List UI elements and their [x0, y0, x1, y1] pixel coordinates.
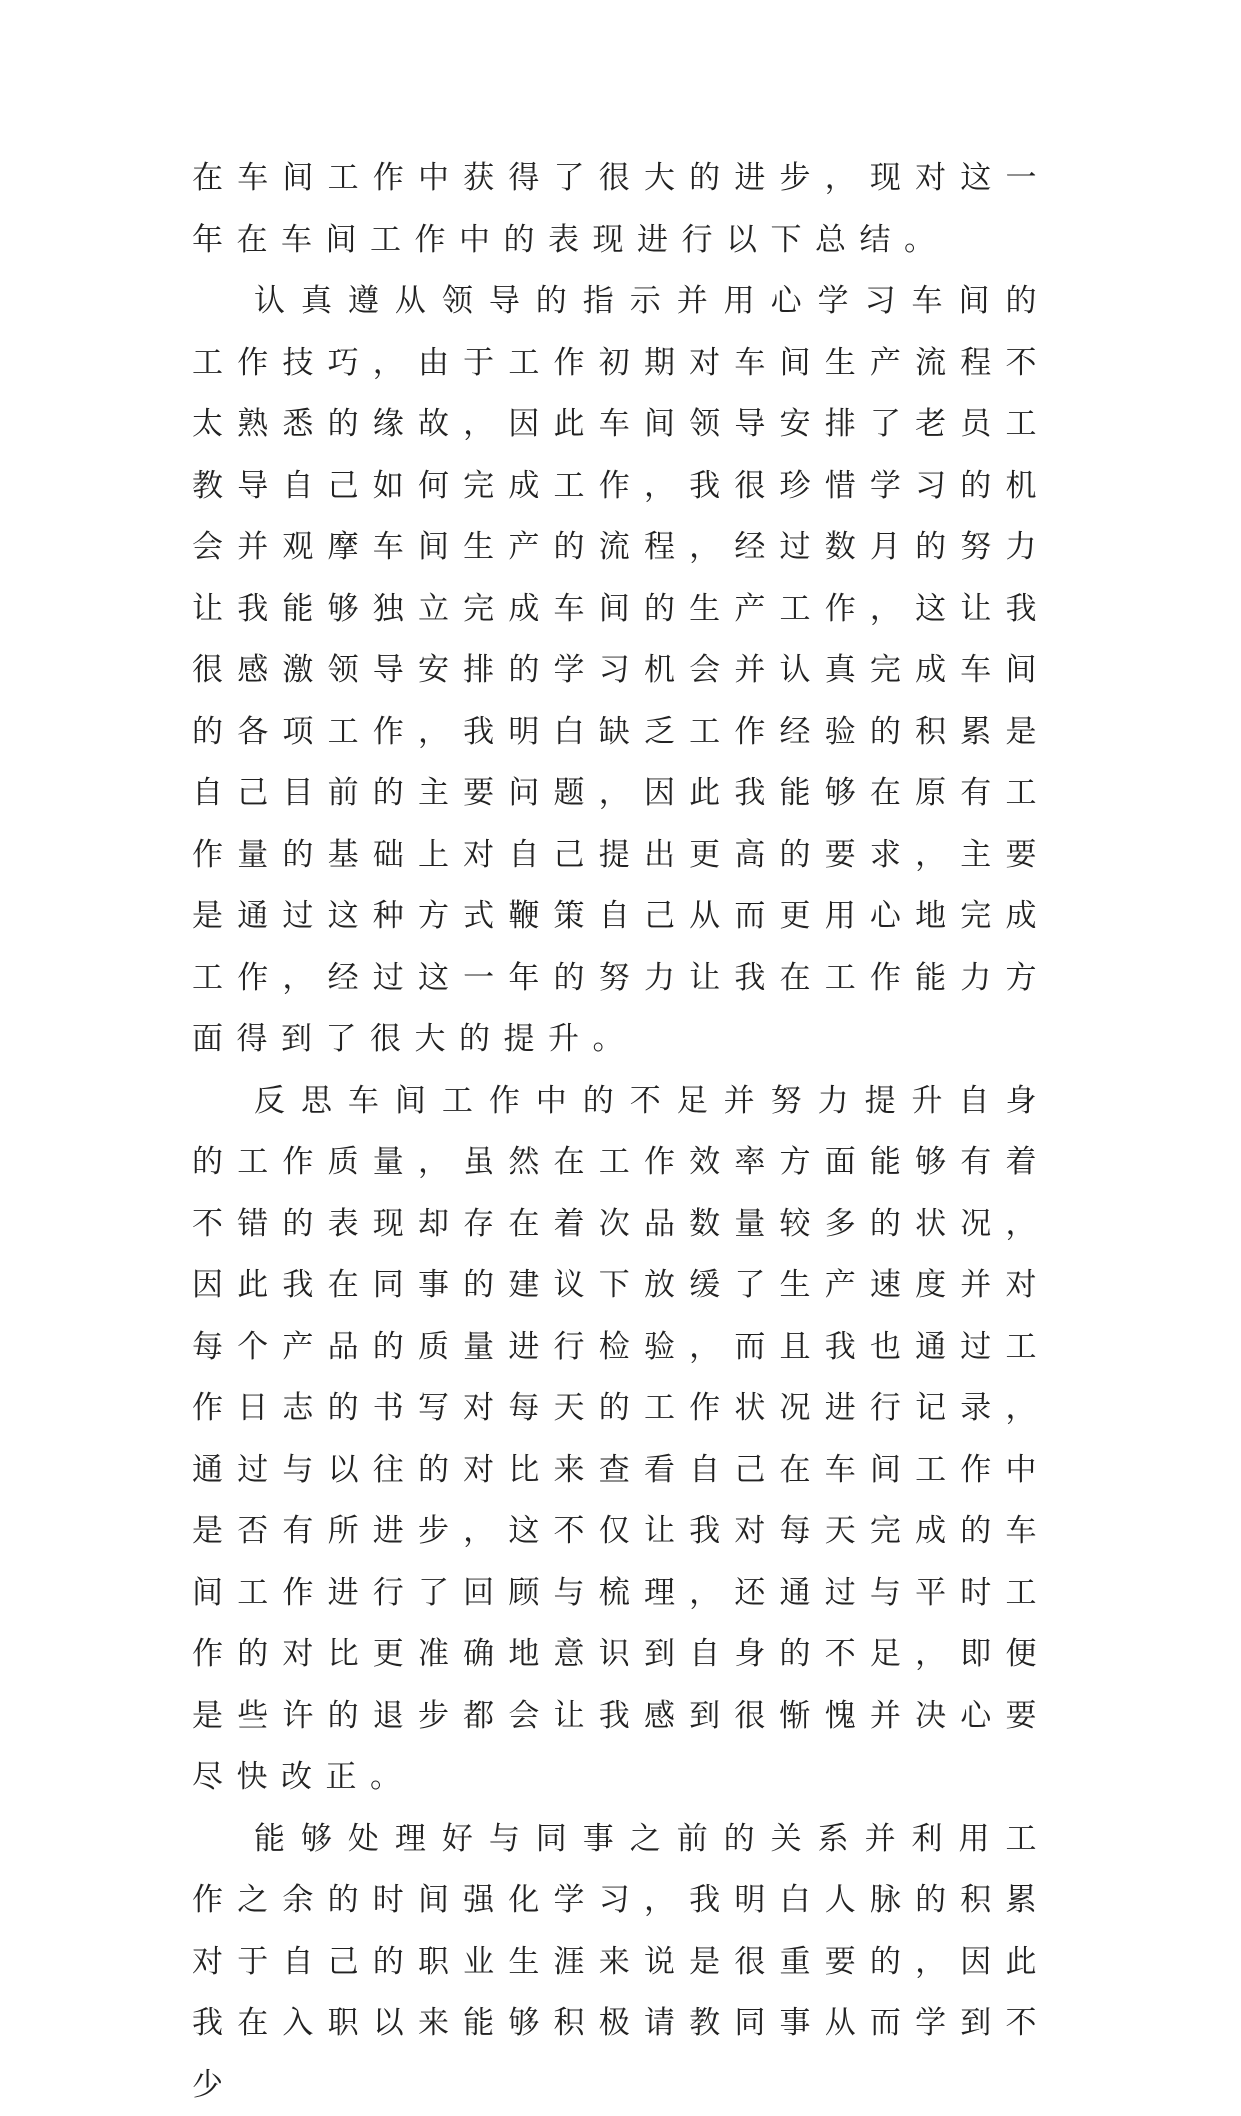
paragraph-3: 反思车间工作中的不足并努力提升自身的工作质量，虽然在工作效率方面能够有着不错的表现却存在着次品数量较多的状况，因此我在同事的建议下放缓了生产速度并对每个产品的质量进行检验，而且我也通过工作日志的书写对每天的工作状况进行记录，通过与以往的对比来查看自己在车间工作中是否有所进步，这不仅让我对每天完成的车间工作进行了回顾与梳理，还通过与平时工作的对比更准确地意识到自身的不足，即便是些许的退步都会让我感到很惭愧并决心要尽快改正。	[192, 1071, 1050, 1809]
paragraph-2: 认真遵从领导的指示并用心学习车间的工作技巧，由于工作初期对车间生产流程不太熟悉的缘故，因此车间领导安排了老员工教导自己如何完成工作，我很珍惜学习的机会并观摩车间生产的流程，经过数月的努力让我能够独立完成车间的生产工作，这让我很感激领导安排的学习机会并认真完成车间的各项工作，我明白缺乏工作经验的积累是自己目前的主要问题，因此我能够在原有工作量的基础上对自己提出更高的要求，主要是通过这种方式鞭策自己从而更用心地完成工作，经过这一年的努力让我在工作能力方面得到了很大的提升。	[192, 271, 1050, 1071]
paragraph-4: 能够处理好与同事之前的关系并利用工作之余的时间强化学习，我明白人脉的积累对于自己的职业生涯来说是很重要的，因此我在入职以来能够积极请教同事从而学到不少	[192, 1809, 1050, 2116]
paragraph-1: 在车间工作中获得了很大的进步，现对这一年在车间工作中的表现进行以下总结。	[192, 148, 1050, 271]
body-text	[192, 148, 1050, 2116]
